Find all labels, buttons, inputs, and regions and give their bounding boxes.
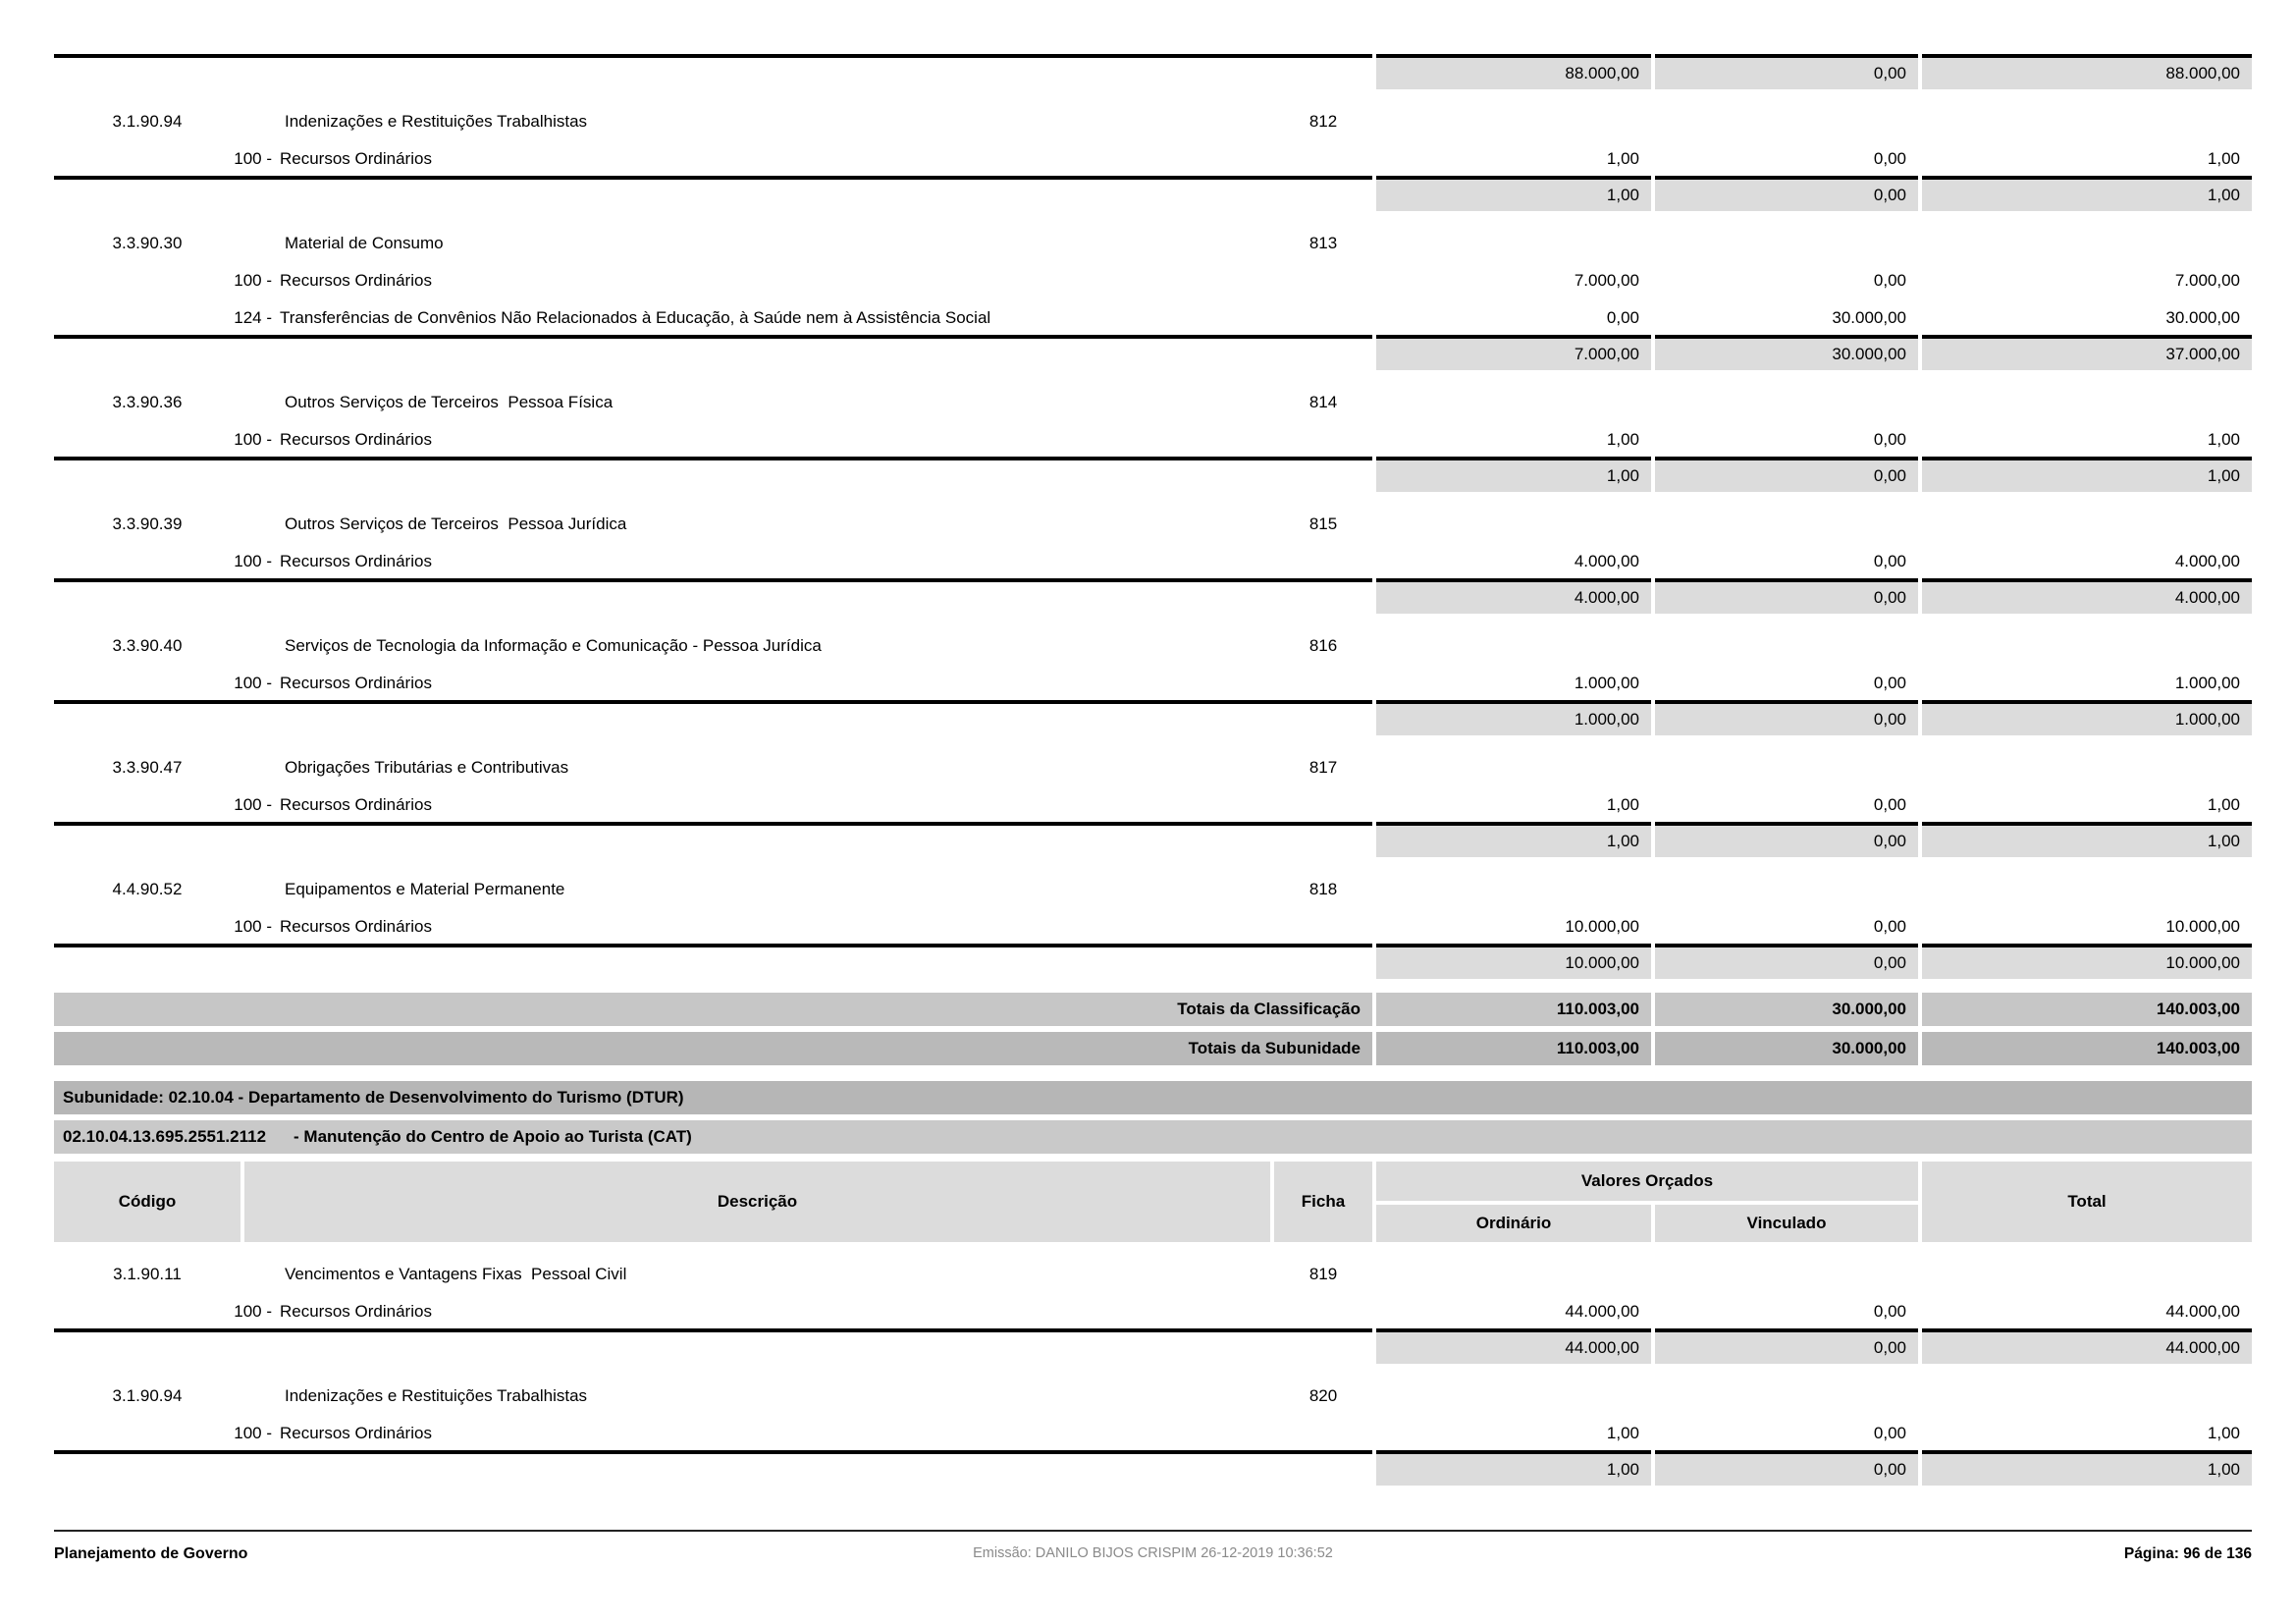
source-code: 100 -	[234, 1424, 272, 1442]
source-row	[54, 298, 2252, 335]
total-value: 44.000,00	[2165, 1302, 2240, 1321]
source-label	[54, 1424, 1372, 1443]
ordinario-subtotal: 1,00	[1376, 457, 1651, 492]
classification-description: Serviços de Tecnologia da Informação e Comunicação - Pessoa Jurídica	[285, 636, 822, 655]
budget-table	[54, 54, 2252, 1486]
source-row	[54, 541, 2252, 578]
classification-description: Material de Consumo	[285, 234, 444, 252]
carryover-subtotal-row	[54, 54, 2252, 89]
header-valores-orcados: Valores Orçados	[1376, 1162, 1918, 1201]
source-row	[54, 663, 2252, 700]
total-subtotal: 4.000,00	[1922, 578, 2252, 614]
classification-subtotal-row	[54, 578, 2252, 614]
ficha-number: 816	[1308, 636, 1338, 655]
total-value: 30.000,00	[2165, 308, 2240, 327]
vinculado-value: 0,00	[1873, 1424, 1906, 1442]
table-header	[54, 1162, 2252, 1242]
subtotal-spacer	[54, 578, 1372, 614]
ficha-number: 819	[1308, 1265, 1338, 1283]
classification-subtotal-row	[54, 700, 2252, 735]
vinculado-subtotal: 0,00	[1655, 944, 1918, 979]
ficha-number: 812	[1308, 112, 1338, 131]
classification-description: Indenizações e Restituições Trabalhistas	[285, 112, 588, 131]
subtotal-spacer	[54, 54, 1372, 89]
classification-code: 3.1.90.94	[112, 112, 183, 131]
total-subtotal: 1,00	[1922, 176, 2252, 211]
vinculado-total: 30.000,00	[1655, 1032, 1918, 1065]
program-code: 02.10.04.13.695.2551.2112	[63, 1127, 267, 1146]
classification-row	[54, 211, 2252, 260]
vinculado-value: 0,00	[1873, 430, 1906, 449]
totals-classificacao-row	[54, 993, 2252, 1026]
footer-page-number: Página: 96 de 136	[2123, 1545, 2252, 1562]
subtotal-spacer	[54, 1328, 1372, 1364]
classification-code: 3.1.90.94	[112, 1386, 183, 1405]
classification-subtotal-row	[54, 335, 2252, 370]
vinculado-value: 30.000,00	[1832, 308, 1906, 327]
source-code: 100 -	[234, 795, 272, 814]
ficha-number: 818	[1308, 880, 1338, 898]
classification-description: Outros Serviços de Terceiros Pessoa Física	[285, 393, 614, 411]
source-code: 124 -	[234, 308, 272, 327]
vinculado-subtotal: 0,00	[1655, 578, 1918, 614]
source-label	[54, 917, 1372, 937]
total-subtotal: 88.000,00	[1922, 54, 2252, 89]
program-band	[54, 1120, 2252, 1154]
ordinario-value: 1,00	[1606, 1424, 1639, 1442]
total-subtotal: 10.000,00	[1922, 944, 2252, 979]
classification-description: Outros Serviços de Terceiros Pessoa Jurídica	[285, 514, 627, 533]
vinculado-value: 0,00	[1873, 795, 1906, 814]
ordinario-total: 110.003,00	[1376, 1032, 1651, 1065]
header-valores-group	[1376, 1162, 1918, 1242]
total-value: 7.000,00	[2174, 271, 2240, 290]
subtotal-spacer	[54, 176, 1372, 211]
source-name: Recursos Ordinários	[280, 674, 432, 692]
classification-row	[54, 735, 2252, 784]
subtotal-spacer	[54, 1450, 1372, 1486]
source-name: Recursos Ordinários	[280, 1424, 432, 1442]
ficha-number: 814	[1308, 393, 1338, 411]
totals-label: Totais da Subunidade	[54, 1032, 1372, 1065]
ordinario-value: 0,00	[1606, 308, 1639, 327]
source-code: 100 -	[234, 430, 272, 449]
vinculado-subtotal: 0,00	[1655, 1450, 1918, 1486]
total-total: 140.003,00	[1922, 1032, 2252, 1065]
header-total: Total	[1922, 1162, 2252, 1242]
classification-code: 3.3.90.40	[112, 636, 183, 655]
classification-code: 3.3.90.39	[112, 514, 183, 533]
ordinario-value: 1,00	[1606, 149, 1639, 168]
total-total: 140.003,00	[1922, 993, 2252, 1026]
ordinario-value: 7.000,00	[1574, 271, 1639, 290]
source-name: Transferências de Convênios Não Relacionados à Educação, à Saúde nem à Assistência Social	[280, 308, 991, 327]
classification-row	[54, 614, 2252, 663]
total-subtotal: 1,00	[1922, 822, 2252, 857]
source-name: Recursos Ordinários	[280, 552, 432, 570]
ordinario-value: 44.000,00	[1565, 1302, 1639, 1321]
subunit-band: Subunidade: 02.10.04 - Departamento de Desenvolvimento do Turismo (DTUR)	[54, 1081, 2252, 1114]
total-subtotal: 37.000,00	[1922, 335, 2252, 370]
vinculado-subtotal: 0,00	[1655, 822, 1918, 857]
source-code: 100 -	[234, 674, 272, 692]
subtotal-spacer	[54, 335, 1372, 370]
total-subtotal: 44.000,00	[1922, 1328, 2252, 1364]
source-row	[54, 1413, 2252, 1450]
classification-code: 3.3.90.30	[112, 234, 183, 252]
vinculado-total: 30.000,00	[1655, 993, 1918, 1026]
classification-subtotal-row	[54, 944, 2252, 979]
source-code: 100 -	[234, 1302, 272, 1321]
subtotal-spacer	[54, 944, 1372, 979]
total-value: 1,00	[2207, 430, 2240, 449]
vinculado-subtotal: 0,00	[1655, 700, 1918, 735]
footer-emission-info: Emissão: DANILO BIJOS CRISPIM 26-12-2019 10:36:52	[973, 1545, 1333, 1561]
total-value: 1,00	[2207, 1424, 2240, 1442]
classification-subtotal-row	[54, 457, 2252, 492]
ordinario-subtotal: 7.000,00	[1376, 335, 1651, 370]
classification-subtotal-row	[54, 1450, 2252, 1486]
page-footer	[54, 1530, 2252, 1563]
source-label	[54, 1302, 1372, 1322]
header-codigo: Código	[54, 1162, 240, 1242]
ficha-number: 817	[1308, 758, 1338, 777]
subtotal-spacer	[54, 822, 1372, 857]
vinculado-value: 0,00	[1873, 917, 1906, 936]
vinculado-subtotal: 0,00	[1655, 457, 1918, 492]
vinculado-subtotal: 0,00	[1655, 176, 1918, 211]
source-label	[54, 271, 1372, 291]
vinculado-value: 0,00	[1873, 552, 1906, 570]
classification-subtotal-row	[54, 1328, 2252, 1364]
header-vinculado: Vinculado	[1655, 1205, 1918, 1242]
ordinario-value: 10.000,00	[1565, 917, 1639, 936]
header-ficha: Ficha	[1274, 1162, 1372, 1242]
ordinario-subtotal: 10.000,00	[1376, 944, 1651, 979]
source-row	[54, 1291, 2252, 1328]
ficha-number: 813	[1308, 234, 1338, 252]
total-value: 1,00	[2207, 149, 2240, 168]
source-name: Recursos Ordinários	[280, 271, 432, 290]
vinculado-value: 0,00	[1873, 271, 1906, 290]
source-label	[54, 552, 1372, 571]
ordinario-subtotal: 44.000,00	[1376, 1328, 1651, 1364]
ordinario-subtotal: 1,00	[1376, 1450, 1651, 1486]
totals-label: Totais da Classificação	[54, 993, 1372, 1026]
classification-row	[54, 89, 2252, 138]
source-code: 100 -	[234, 271, 272, 290]
source-code: 100 -	[234, 149, 272, 168]
subtotal-spacer	[54, 457, 1372, 492]
vinculado-value: 0,00	[1873, 1302, 1906, 1321]
classification-code: 3.3.90.47	[112, 758, 183, 777]
source-label	[54, 430, 1372, 450]
footer-report-title: Planejamento de Governo	[54, 1545, 248, 1562]
classification-subtotal-row	[54, 176, 2252, 211]
vinculado-subtotal: 0,00	[1655, 1328, 1918, 1364]
classification-code: 4.4.90.52	[112, 880, 183, 898]
total-value: 10.000,00	[2165, 917, 2240, 936]
source-code: 100 -	[234, 552, 272, 570]
ordinario-value: 1,00	[1606, 430, 1639, 449]
source-label	[54, 308, 1372, 328]
ordinario-subtotal: 88.000,00	[1376, 54, 1651, 89]
source-name: Recursos Ordinários	[280, 149, 432, 168]
classification-row	[54, 492, 2252, 541]
total-value: 4.000,00	[2174, 552, 2240, 570]
classification-row	[54, 1242, 2252, 1291]
classification-code: 3.3.90.36	[112, 393, 183, 411]
source-row	[54, 260, 2252, 298]
classification-row	[54, 370, 2252, 419]
ordinario-value: 1.000,00	[1574, 674, 1639, 692]
classification-description: Obrigações Tributárias e Contributivas	[285, 758, 569, 777]
header-descricao: Descrição	[244, 1162, 1270, 1242]
classification-subtotal-row	[54, 822, 2252, 857]
total-value: 1.000,00	[2174, 674, 2240, 692]
source-row	[54, 138, 2252, 176]
classification-description: Indenizações e Restituições Trabalhistas	[285, 1386, 588, 1405]
ordinario-subtotal: 1.000,00	[1376, 700, 1651, 735]
vinculado-subtotal: 0,00	[1655, 54, 1918, 89]
classification-description: Vencimentos e Vantagens Fixas Pessoal Civil	[285, 1265, 627, 1283]
classification-code: 3.1.90.11	[113, 1265, 182, 1283]
ficha-number: 815	[1308, 514, 1338, 533]
source-name: Recursos Ordinários	[280, 1302, 432, 1321]
source-label	[54, 795, 1372, 815]
ordinario-total: 110.003,00	[1376, 993, 1651, 1026]
vinculado-subtotal: 30.000,00	[1655, 335, 1918, 370]
totals-subunidade-row	[54, 1032, 2252, 1065]
ordinario-subtotal: 1,00	[1376, 822, 1651, 857]
source-label	[54, 674, 1372, 693]
source-code: 100 -	[234, 917, 272, 936]
classification-description: Equipamentos e Material Permanente	[285, 880, 565, 898]
total-subtotal: 1,00	[1922, 457, 2252, 492]
source-name: Recursos Ordinários	[280, 430, 432, 449]
ordinario-value: 4.000,00	[1574, 552, 1639, 570]
source-name: Recursos Ordinários	[280, 795, 432, 814]
source-row	[54, 784, 2252, 822]
source-row	[54, 419, 2252, 457]
source-label	[54, 149, 1372, 169]
source-name: Recursos Ordinários	[280, 917, 432, 936]
vinculado-value: 0,00	[1873, 674, 1906, 692]
classification-row	[54, 1364, 2252, 1413]
ficha-number: 820	[1308, 1386, 1338, 1405]
subtotal-spacer	[54, 700, 1372, 735]
total-subtotal: 1.000,00	[1922, 700, 2252, 735]
classification-row	[54, 857, 2252, 906]
total-value: 1,00	[2207, 795, 2240, 814]
program-label: - Manutenção do Centro de Apoio ao Turista (CAT)	[294, 1127, 692, 1146]
source-row	[54, 906, 2252, 944]
ordinario-subtotal: 1,00	[1376, 176, 1651, 211]
vinculado-value: 0,00	[1873, 149, 1906, 168]
ordinario-value: 1,00	[1606, 795, 1639, 814]
total-subtotal: 1,00	[1922, 1450, 2252, 1486]
ordinario-subtotal: 4.000,00	[1376, 578, 1651, 614]
header-ordinario: Ordinário	[1376, 1205, 1651, 1242]
